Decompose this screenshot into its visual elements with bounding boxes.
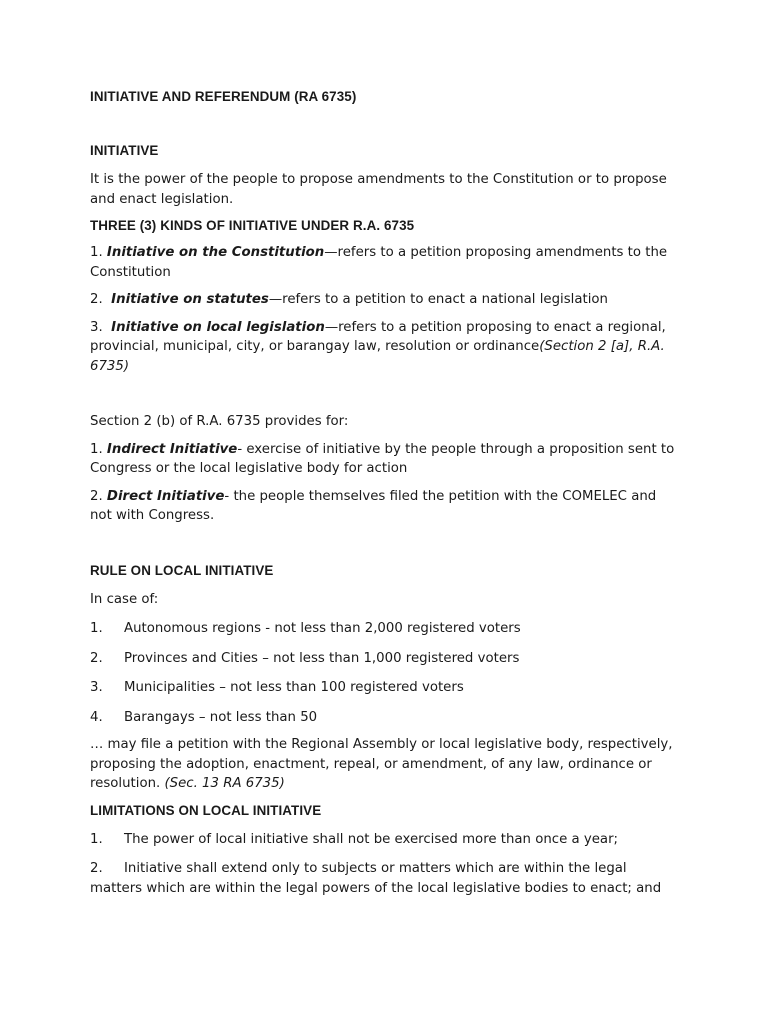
section-2b-item-text: - exercise of initiative by the people through a proposition sent to Congress or the local legislative body for action [90,441,675,476]
list-text: Autonomous regions - not less than 2,000 registered voters [124,621,521,636]
kind-item-term: Initiative on local legislation [111,319,325,335]
list-number: 2. [90,650,103,666]
document-body [90,88,680,898]
initiative-heading: INITIATIVE [90,143,159,158]
list-number: 1. [90,621,103,636]
section-2b-item-number: 1. [90,441,103,457]
section-2b-item-term: Direct Initiative [106,488,225,504]
list-text: Initiative shall extend only to subjects or matters which are within the legal matters which are within the legal powers of the local legislative bodies to enact; and [90,861,662,896]
kind-item-3 [90,318,680,377]
kind-item-number: 3. [90,319,103,335]
section-2b-item-1 [90,440,680,479]
rule-local-closing [90,735,680,794]
rule-local-incase: In case of: [90,591,159,607]
kind-item-number: 2. [90,292,103,307]
kind-item-text: —refers to a petition proposing to enact a regional, provincial, municipal, city, or barangay law, resolution or ordinance [90,319,666,354]
list-text: Provinces and Cities – not less than 1,000 registered voters [124,650,520,666]
rule-local-item-4 [90,708,680,728]
limitations-item-2 [90,859,680,898]
kind-item-1 [90,243,680,282]
kind-item-text: —refers to a petition proposing amendments to the Constitution [90,245,668,280]
rule-local-citation: (Sec. 13 RA 6735) [164,776,285,791]
initiative-definition: It is the power of the people to propose amendments to the Constitution or to propose and enact legislation. [90,172,667,207]
rule-local-item-3 [90,678,680,698]
kind-item-term: Initiative on statutes [111,292,269,307]
rule-local-closing-text: … may file a petition with the Regional Assembly or local legislative body, respectively, proposing the adoption, enactment, repeal, or amendment, of any law, ordinance or resolution. [90,737,673,791]
list-text: Barangays – not less than 50 [124,709,318,725]
document-title: INITIATIVE AND REFERENDUM (RA 6735) [90,89,357,104]
section-2b-item-2 [90,487,680,526]
limitations-heading: LIMITATIONS ON LOCAL INITIATIVE [90,802,322,818]
kind-item-text: —refers to a petition to enact a national legislation [268,292,608,307]
rule-local-item-1 [90,619,680,639]
section-2b-item-term: Indirect Initiative [106,441,238,457]
list-number: 3. [90,680,103,695]
kind-item-2 [90,290,680,310]
section-2b-intro: Section 2 (b) of R.A. 6735 provides for: [90,414,349,429]
list-text: Municipalities – not less than 100 registered voters [124,680,464,695]
rule-local-heading: RULE ON LOCAL INITIATIVE [90,562,274,578]
kinds-heading: THREE (3) KINDS OF INITIATIVE UNDER R.A. 6735 [90,218,415,233]
list-number: 1. [90,831,103,847]
kind-item-citation: (Section 2 [a], R.A. 6735) [90,339,665,374]
list-number: 4. [90,709,103,725]
kind-item-number: 1. [90,245,103,260]
rule-local-item-2 [90,649,680,669]
section-2b-item-text: - the people themselves filed the petition with the COMELEC and not with Congress. [90,488,657,523]
limitations-item-1 [90,830,680,850]
section-2b-item-number: 2. [90,488,103,504]
list-number: 2. [90,861,103,876]
kind-item-term: Initiative on the Constitution [106,245,325,260]
list-text: The power of local initiative shall not be exercised more than once a year; [124,831,619,847]
